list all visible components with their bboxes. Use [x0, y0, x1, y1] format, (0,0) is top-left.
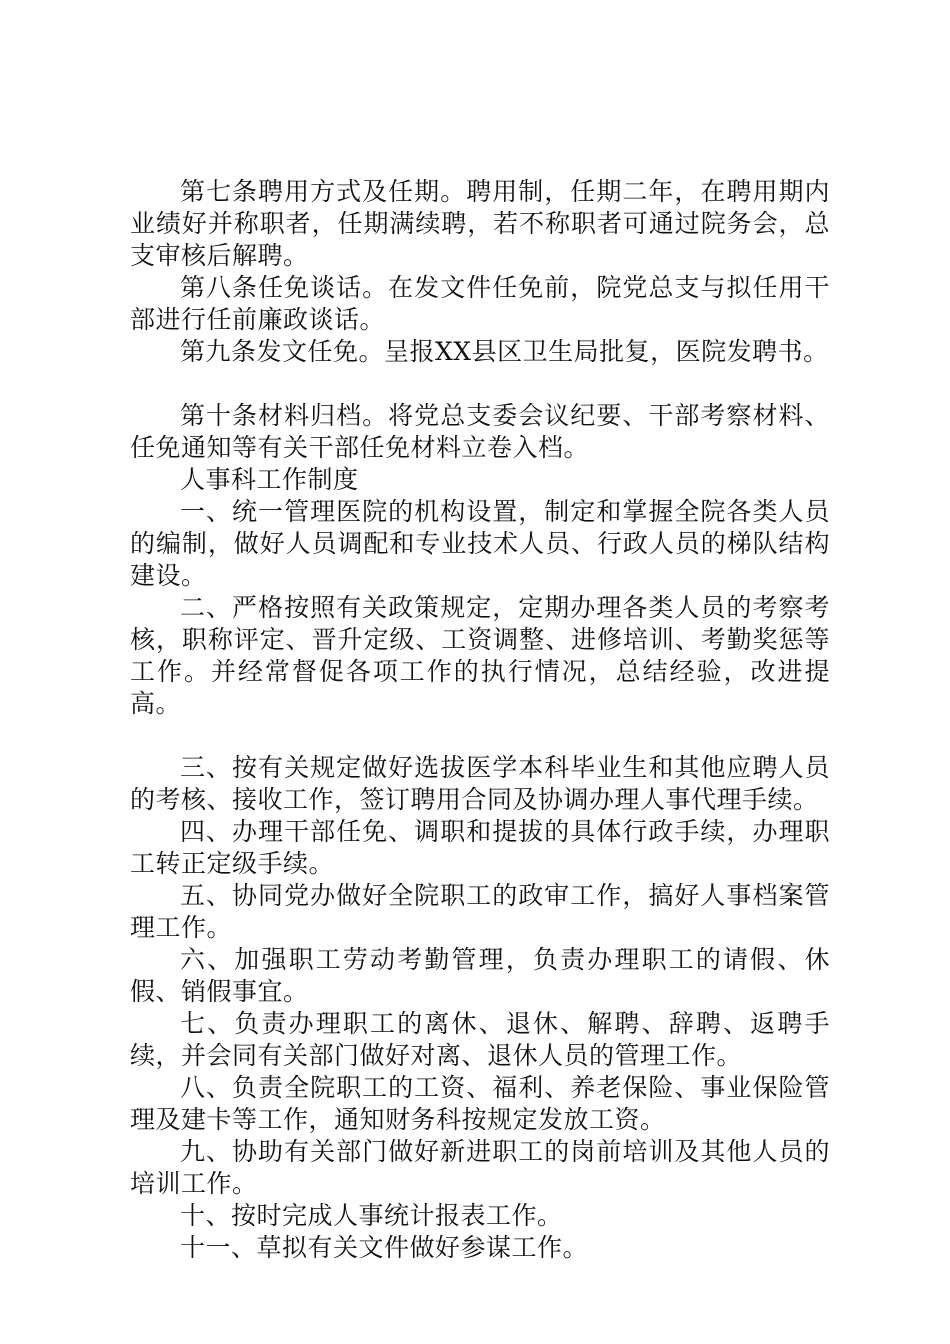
- rule-9-paragraph: 九、协助有关部门做好新进职工的岗前培训及其他人员的培训工作。: [130, 1137, 830, 1198]
- rule-6-paragraph: 六、加强职工劳动考勤管理，负责办理职工的请假、休假、销假事宜。: [130, 945, 830, 1006]
- rule-7-paragraph: 七、负责办理职工的离休、退休、解聘、辞聘、返聘手续，并会同有关部门做好对离、退休人员的管理工作。: [130, 1009, 830, 1070]
- rule-11-paragraph: 十一、草拟有关文件做好参谋工作。: [180, 1233, 589, 1262]
- rule-1-paragraph: 一、统一管理医院的机构设置，制定和掌握全院各类人员的编制，做好人员调配和专业技术人员、行政人员的梯队结构建设。: [130, 497, 830, 590]
- article-7-paragraph: 第七条聘用方式及任期。聘用制，任期二年，在聘用期内业绩好并称职者，任期满续聘，若不称职者可通过院务会，总支审核后解聘。: [130, 177, 830, 270]
- article-9-paragraph: 第九条发文任免。呈报XX县区卫生局批复，医院发聘书。: [180, 337, 829, 366]
- article-8-paragraph: 第八条任免谈话。在发文件任免前，院党总支与拟任用干部进行任前廉政谈话。: [130, 273, 830, 334]
- rule-5-paragraph: 五、协同党办做好全院职工的政审工作，搞好人事档案管理工作。: [130, 881, 830, 942]
- rule-4-paragraph: 四、办理干部任免、调职和提拔的具体行政手续，办理职工转正定级手续。: [130, 817, 830, 878]
- rule-2-paragraph: 二、严格按照有关政策规定，定期办理各类人员的考察考核，职称评定、晋升定级、工资调整、进修培训、考勤奖惩等工作。并经常督促各项工作的执行情况，总结经验，改进提高。: [130, 593, 830, 718]
- document-body: [130, 176, 830, 1264]
- article-10-paragraph: 第十条材料归档。将党总支委会议纪要、干部考察材料、任免通知等有关干部任免材料立卷入档。: [130, 401, 830, 462]
- rule-10-paragraph: 十、按时完成人事统计报表工作。: [180, 1201, 563, 1230]
- rule-8-paragraph: 八、负责全院职工的工资、福利、养老保险、事业保险管理及建卡等工作，通知财务科按规定发放工资。: [130, 1073, 830, 1134]
- section-title: 人事科工作制度: [180, 465, 359, 494]
- rule-3-paragraph: 三、按有关规定做好选拔医学本科毕业生和其他应聘人员的考核、接收工作，签订聘用合同及协调办理人事代理手续。: [130, 753, 830, 814]
